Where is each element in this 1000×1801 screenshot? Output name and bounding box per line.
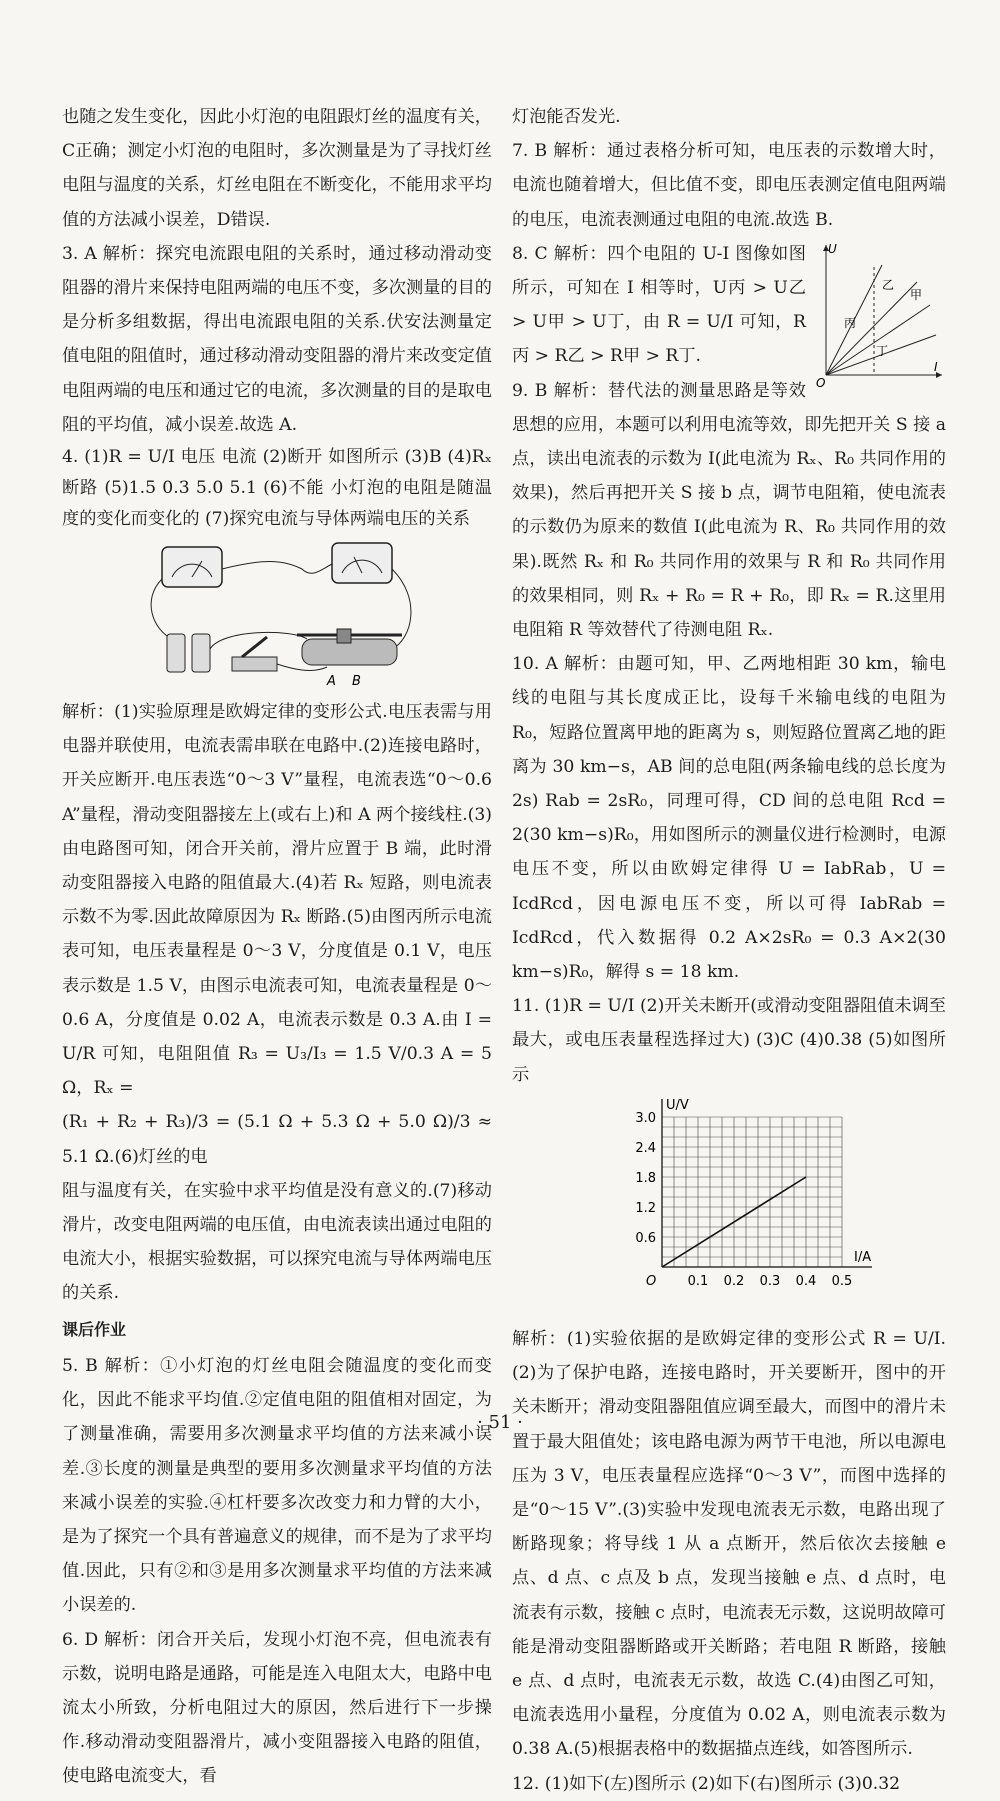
answer-10: 10. A 解析：由题可知，甲、乙两地相距 30 km，输电线的电阻与其长度成正比，设每千米输电线的电阻为 R₀，短路位置离甲地的距离为 s，则短路位置离乙地的距离为 30 km−s，AB 间的总电阻(两条输电线的总长度为 2s) Rab = 2sR₀，同理可得，CD 间的总电阻 Rcd = 2(30 km−s)R₀，用如图所示的测量仪进行检测时，电源电压不变，所以由欧姆定律得 U = IabRab，U = IcdRcd，因电源电压不变，所以可得 IabRab = IcdRcd，代入数据得 0.2 A×2sR₀ = 0.3 A×2(30 km−s)R₀，解得 s = 18 km. — [512, 654, 946, 983]
right-column — [512, 100, 946, 1801]
ui-graph-figure — [812, 237, 946, 390]
para-continuation-right: 灯泡能否发光. — [512, 107, 621, 127]
answer-11: 11. (1)R = U/I (2)开关未断开(或滑动变阻器阻值未调至最大，或电压表量程选择过大) (3)C (4)0.38 (5)如图所示 — [512, 996, 946, 1085]
y-tick-label: 0.6 — [635, 1230, 656, 1246]
answer-7: 7. B 解析：通过表格分析可知，电压表的示数增大时，电流也随着增大，但比值不变，即电压表测定值电阻两端的电压，电流表测通过电阻的电流.故选 B. — [512, 141, 946, 230]
answer-12: 12. (1)如下(左)图所示 (2)如下(右)图所示 (3)0.32 — [512, 1773, 901, 1794]
x-tick-label: 0.3 — [759, 1273, 781, 1289]
graph-label-ding: 丁 — [876, 343, 889, 358]
circuit-diagram — [62, 539, 492, 689]
x-tick-label: 0.1 — [687, 1273, 709, 1289]
graph-origin: O — [816, 375, 826, 390]
left-column — [62, 100, 492, 1794]
terminal-a-label: A — [327, 674, 336, 690]
answer-11-analysis: 解析：(1)实验依据的是欧姆定律的变形公式 R = U/I.(2)为了保护电路，连接电路时，开关要断开，图中的开关未断开；滑动变阻器阻值应调至最大，而图中的滑片未置于最大阻值处；该电路电源为两节干电池，所以电源电压为 3 V，电压表量程应选择“0～3 V”，而图中选择的是“0～15 V”.(3)实验中发现电流表无示数，电路出现了断路现象；将导线 1 从 a 点断开，然后依次去接触 e 点、d 点、c 点及 b 点，发现当接触 e 点、d 点时，电流表有示数，接触 c 点时，电流表无示数，这说明故障可能是滑动变阻器断路或开关断路；若电阻 R 断路，接触 e 点、d 点时，电流表无示数，故选 C.(4)由图乙可知，电流表选用小量程，分度值为 0.02 A，则电流表示数为 0.38 A.(5)根据表格中的数据描点连线，如答图所示. — [512, 1328, 946, 1760]
graph-label-jia: 甲 — [910, 287, 923, 302]
answer-6: 6. D 解析：闭合开关后，发现小灯泡不亮，但电流表有示数，说明电路是通路，可能是连入电阻太大，电路中电流太小所致，分析电阻过大的原因，然后进行下一步操作.移动滑动变阻器滑片，减小变阻器接入电路的阻值，使电路电流变大，看 — [62, 1629, 492, 1787]
graph-label-yi: 乙 — [882, 277, 895, 292]
origin-label: O — [646, 1273, 657, 1289]
terminal-b-label: B — [352, 674, 361, 690]
x-tick-label: 0.5 — [831, 1273, 853, 1289]
y-tick-label: 1.8 — [635, 1170, 656, 1186]
uv-chart-svg — [607, 1092, 907, 1322]
answer-8: 8. C 解析：四个电阻的 U-I 图像如图所示，可知在 I 相等时，U丙 > U乙 > U甲 > U丁，由 R = U/I 可知，R丙 > R乙 > R甲 > R丁. — [512, 243, 806, 367]
x-axis-label: I/A — [854, 1249, 872, 1265]
answer-4-tail: 阻与温度有关，在实验中求平均值是没有意义的.(7)移动滑片，改变电阻两端的电压值，由电流表读出通过电阻的电流大小，根据实验数据，可以探究电流与导体两端电压的关系. — [62, 1180, 492, 1304]
x-tick-label: 0.2 — [723, 1273, 745, 1289]
answer-5: 5. B 解析：①小灯泡的灯丝电阻会随温度的变化而变化，因此不能求平均值.②定值电阻的阻值相对固定，为了测量准确，需要用多次测量求平均值的方法来减小误差.③长度的测量是典型的要用多次测量求平均值的方法来减小误差的实验.④杠杆要多次改变力和力臂的大小，是为了探究一个具有普遍意义的规律，而不是为了求平均值.因此，只有②和③是用多次测量求平均值的方法来减小误差的. — [62, 1355, 492, 1616]
answer-4: 4. (1)R = U/I 电压 电流 (2)断开 如图所示 (3)B (4)Rₓ 断路 (5)1.5 0.3 5.0 5.1 (6)不能 小灯泡的电阻是随温度的变化而变化的 (7)探究电流与导体两端电压的关系 — [62, 447, 492, 530]
graph-x-label: I — [934, 359, 938, 374]
para-continuation: 也随之发生变化，因此小灯泡的电阻跟灯丝的温度有关，C正确；测定小灯泡的电阻时，多次测量是为了寻找灯丝电阻与温度的关系，灯丝电阻在不断变化，不能用求平均值的方法减小误差，D错误. — [62, 107, 492, 230]
ui-graph — [812, 237, 946, 390]
answer-3: 3. A 解析：探究电流跟电阻的关系时，通过移动滑动变阻器的滑片来保持电阻两端的电压不变，多次测量的目的是分析多组数据，得出电流跟电阻的关系.伏安法测量定值电阻的阻值时，通过移动滑动变阻器的滑片来改变定值电阻两端的电压和通过它的电流，多次测量的目的是取电阻的平均值，减小误差.故选 A. — [62, 243, 492, 435]
circuit-figure — [62, 539, 492, 689]
graph-y-label: U — [828, 241, 837, 256]
y-tick-label: 2.4 — [635, 1140, 656, 1156]
y-tick-label: 1.2 — [635, 1200, 656, 1216]
answer-9: 9. B 解析：替代法的测量思路是等效思想的应用，本题可以利用电流等效，即先把开关 S 接 a 点，读出电流表的示数为 I(此电流为 Rₓ、R₀ 共同作用的效果)，然后再把开关 S 接 b 点，调节电阻箱，使电流表的示数仍为原来的数值 I(此电流为 R、R₀ 共同作用的效果).既然 Rₓ 和 R₀ 共同作用的效果与 R 和 R₀ 共同作用的效果相同，则 Rₓ + R₀ = R + R₀，即 Rₓ = R.这里用电阻箱 R 等效替代了待测电阻 Rₓ. — [512, 380, 946, 641]
answer-4-formula: (R₁ + R₂ + R₃)/3 = (5.1 Ω + 5.3 Ω + 5.0 Ω)/3 ≈ 5.1 Ω.(6)灯丝的电 — [62, 1112, 492, 1167]
graph-label-bing: 丙 — [844, 315, 857, 330]
page-number: · 51 · — [477, 1412, 523, 1433]
answer-4-analysis: 解析：(1)实验原理是欧姆定律的变形公式.电压表需与用电器并联使用，电流表需串联在电路中.(2)连接电路时，开关应断开.电压表选“0～3 V”量程，电流表选“0～0.6 A”量程，滑动变阻器接左上(或右上)和 A 两个接线柱.(3)由电路图可知，闭合开关前，滑片应置于 B 端，此时滑动变阻器接入电路的阻值最大.(4)若 Rₓ 短路，则电流表示数不为零.因此故障原因为 Rₓ 断路.(5)由图丙所示电流表可知，电压表量程是 0～3 V，分度值是 0.1 V，电压表示数是 1.5 V，由图示电流表可知，电流表量程是 0～0.6 A，分度值是 0.02 A，电流表示数是 0.3 A.由 I = U/R 可知，电阻阻值 R₃ = U₃/I₃ = 1.5 V/0.3 A = 5 Ω，Rₓ = — [62, 702, 492, 1099]
y-axis-label: U/V — [666, 1097, 689, 1113]
y-tick-label: 3.0 — [635, 1110, 656, 1126]
section-title: 课后作业 — [62, 1319, 127, 1339]
uv-chart — [607, 1092, 907, 1322]
x-tick-label: 0.4 — [795, 1273, 817, 1289]
